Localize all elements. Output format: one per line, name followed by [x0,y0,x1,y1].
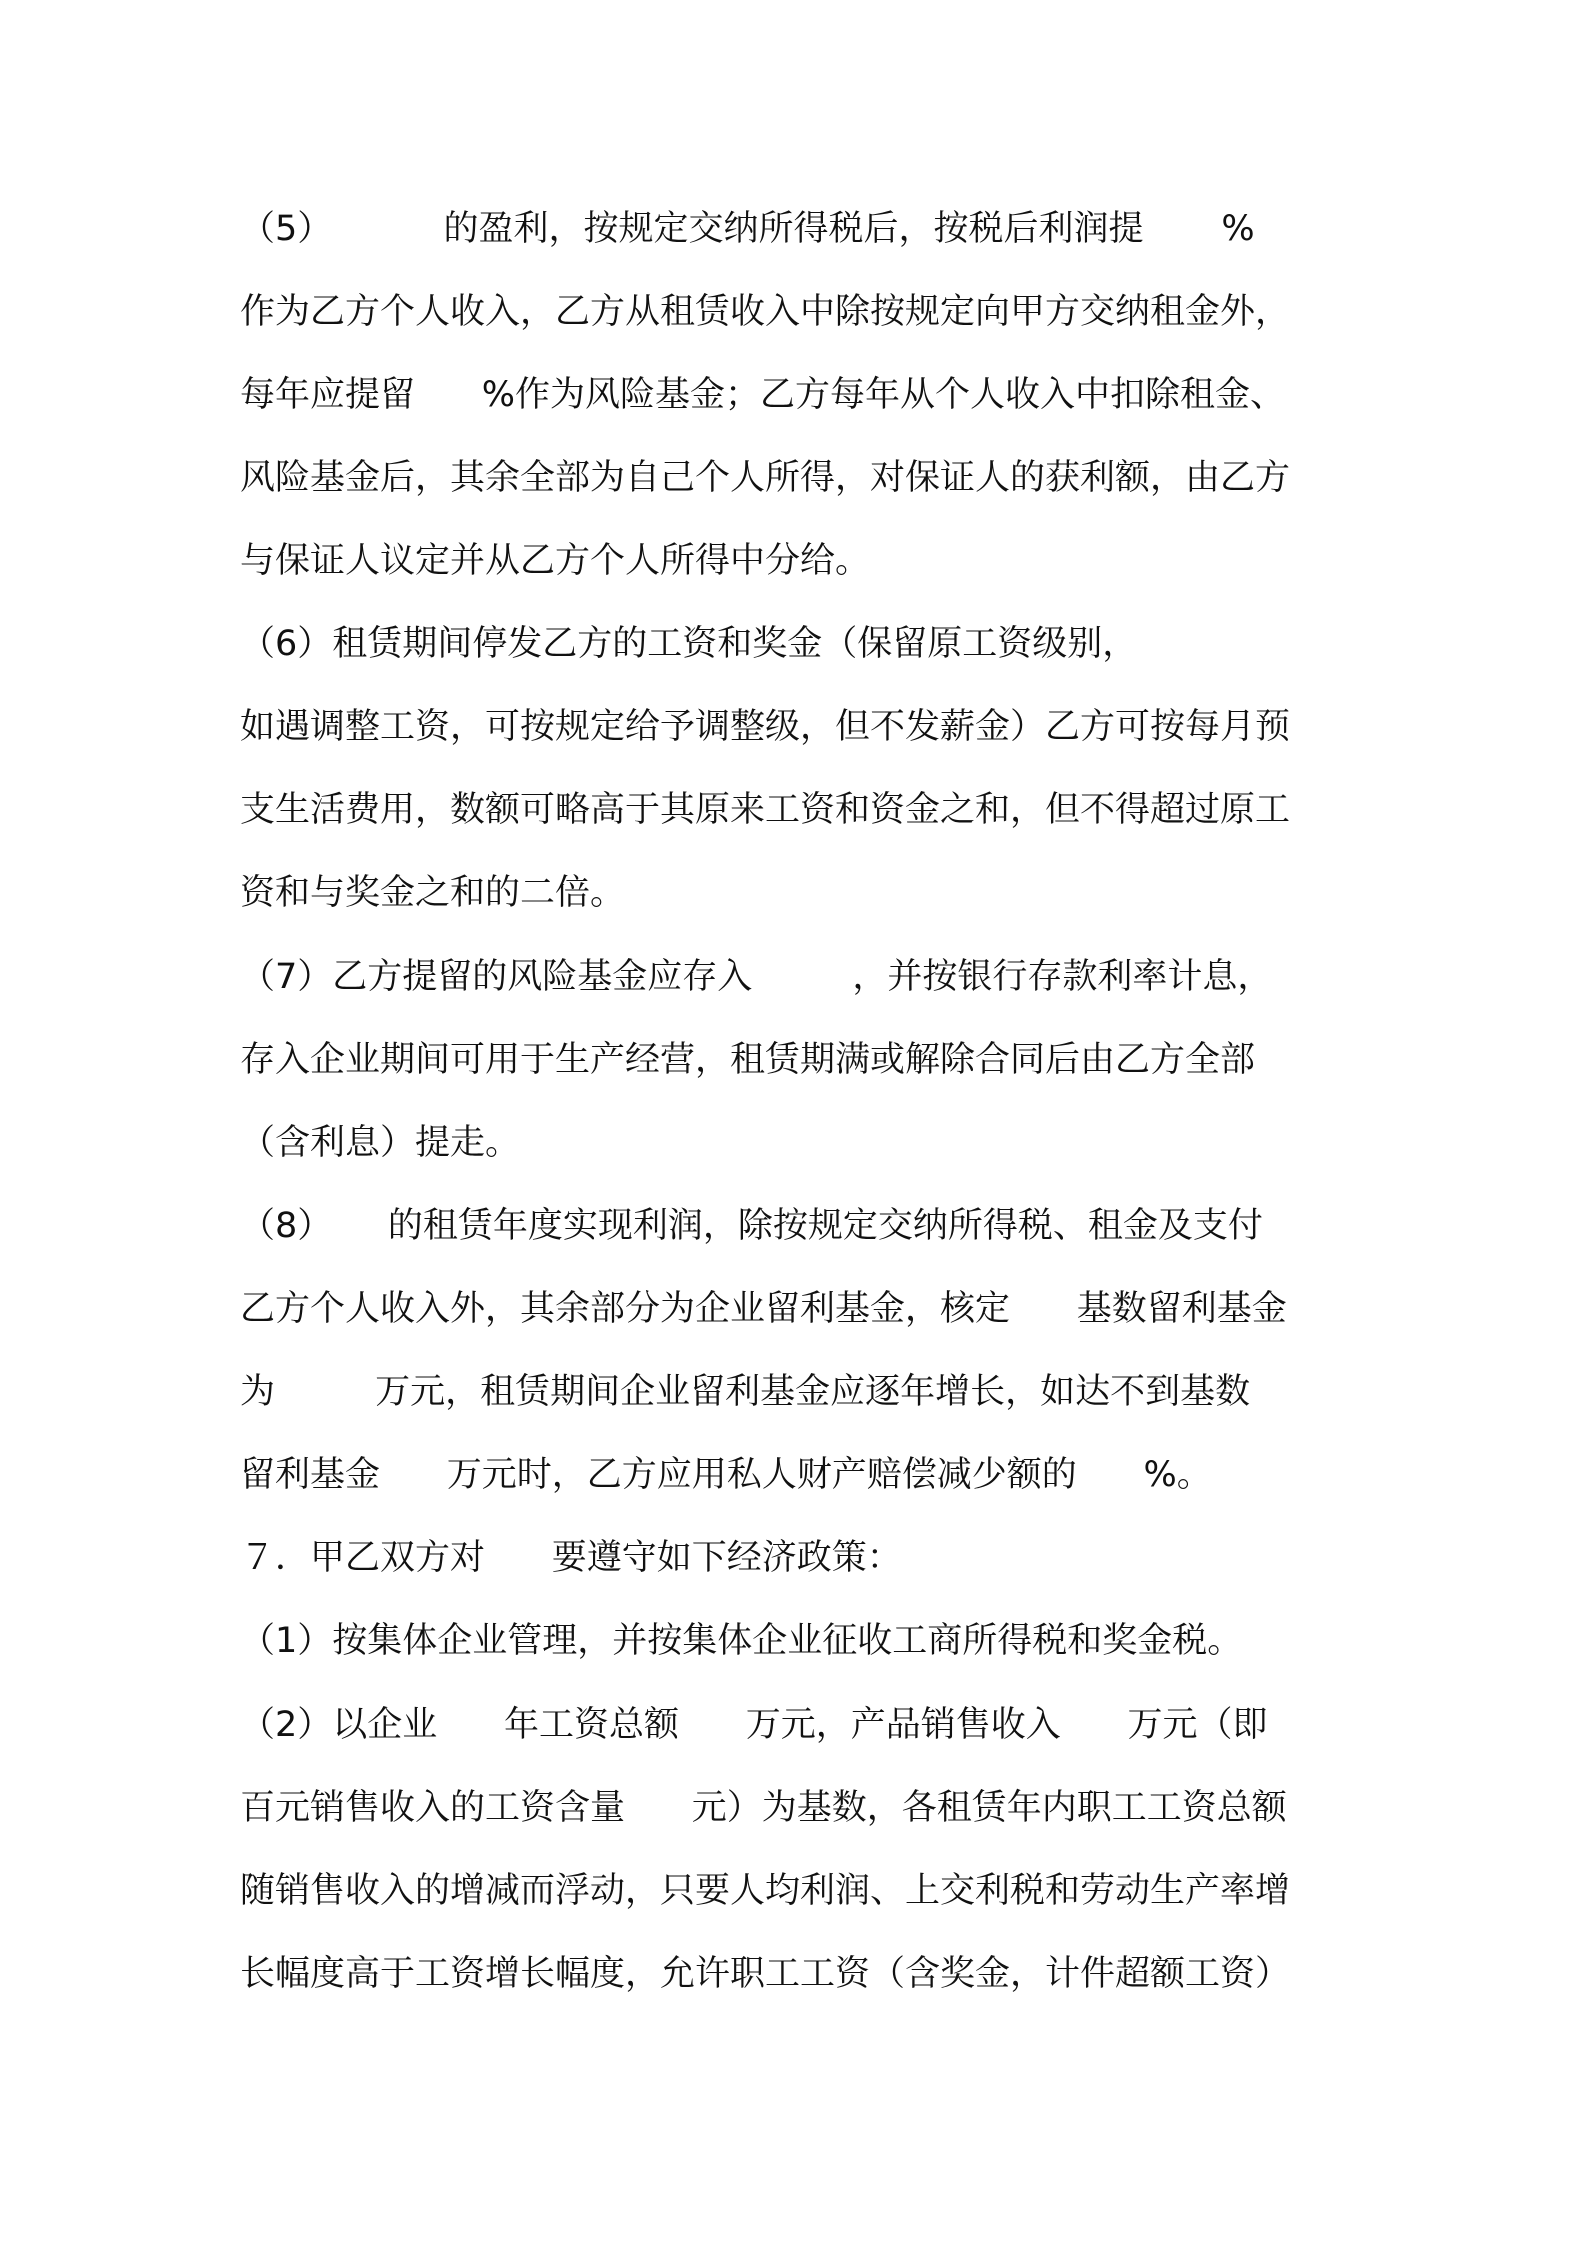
paragraph-line: 资和与奖金之和的二倍。 [240,873,626,913]
paragraph-line: 每年应提留 %作为风险基金；乙方每年从个人收入中扣除租金、 [240,375,1286,415]
paragraph-line: 与保证人议定并从乙方个人所得中分给。 [240,541,871,581]
paragraph-line: （7）乙方提留的风险基金应存入 ，并按银行存款利率计息， [240,957,1273,997]
paragraph-line: （6）租赁期间停发乙方的工资和奖金（保留原工资级别， [240,624,1138,664]
paragraph-line: （8） 的租赁年度实现利润，除按规定交纳所得税、租金及支付 [240,1206,1263,1246]
paragraph-line: 为 万元，租赁期间企业留利基金应逐年增长，如达不到基数 [240,1372,1251,1412]
paragraph-line: 风险基金后，其余全部为自己个人所得，对保证人的获利额，由乙方 [240,458,1291,498]
paragraph-line: （5） 的盈利，按规定交纳所得税后，按税后利润提 % [240,209,1255,249]
paragraph-line: 随销售收入的增减而浮动，只要人均利润、上交利税和劳动生产率增 [240,1871,1291,1911]
paragraph-line: （含利息）提走。 [240,1123,521,1163]
paragraph-line: （1）按集体企业管理，并按集体企业征收工商所得税和奖金税。 [240,1621,1243,1661]
paragraph-line: 长幅度高于工资增长幅度，允许职工工资（含奖金，计件超额工资） [240,1954,1291,1994]
paragraph-line: 存入企业期间可用于生产经营，租赁期满或解除合同后由乙方全部 [240,1040,1256,1080]
paragraph-line: 如遇调整工资，可按规定给予调整级，但不发薪金）乙方可按每月预 [240,707,1291,747]
paragraph-line: （2）以企业 年工资总额 万元，产品销售收入 万元（即 [240,1705,1268,1745]
paragraph-line: ７．甲乙双方对 要遵守如下经济政策： [240,1538,902,1578]
paragraph-line: 百元销售收入的工资含量 元）为基数，各租赁年内职工工资总额 [240,1788,1287,1828]
paragraph-line: 乙方个人收入外，其余部分为企业留利基金，核定 基数留利基金 [240,1289,1287,1329]
paragraph-line: 作为乙方个人收入，乙方从租赁收入中除按规定向甲方交纳租金外， [240,292,1291,332]
paragraph-line: 支生活费用，数额可略高于其原来工资和资金之和，但不得超过原工 [240,790,1291,830]
paragraph-line: 留利基金 万元时，乙方应用私人财产赔偿减少额的 %。 [240,1455,1212,1495]
